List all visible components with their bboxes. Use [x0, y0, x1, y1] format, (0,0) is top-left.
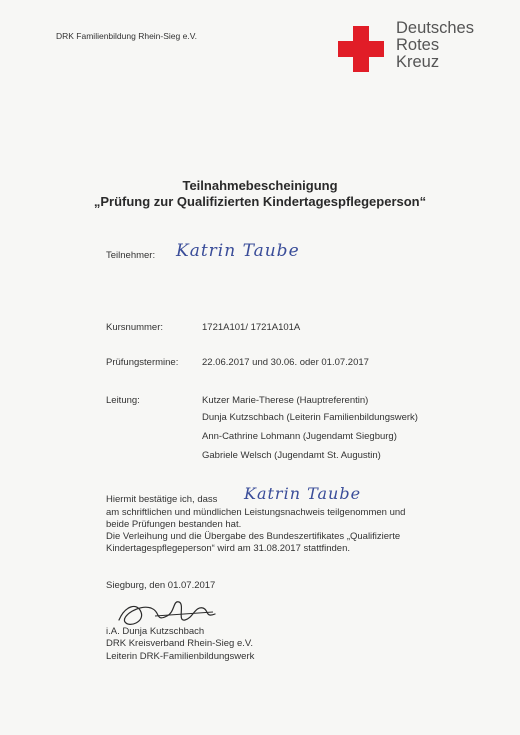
course-number-label: Kursnummer:	[106, 322, 164, 333]
logo-line: Deutsches	[396, 19, 474, 37]
organization-header: DRK Familienbildung Rhein-Sieg e.V.	[56, 31, 197, 41]
red-cross-logo	[338, 20, 498, 76]
document-subtitle: „Prüfung zur Qualifizierten Kindertagespflegeperson“	[93, 194, 427, 209]
red-cross-icon	[338, 26, 384, 72]
logo-line: Rotes	[396, 36, 440, 54]
leader-item: Ann-Cathrine Lohmann (Jugendamt Siegburg)	[202, 431, 397, 442]
signer-role: Leiterin DRK-Familienbildungswerk	[106, 651, 255, 662]
leader-item: Gabriele Welsch (Jugendamt St. Augustin)	[202, 450, 381, 461]
confirmation-line: am schriftlichen und mündlichen Leistungsnachweis teilgenommen und	[106, 507, 406, 518]
confirmation-line: Die Verleihung und die Übergabe des Bundeszertifikates „Qualifizierte	[106, 531, 401, 542]
leader-item: Dunja Kutzschbach (Leiterin Familienbildungswerk)	[202, 412, 418, 423]
signer-organization: DRK Kreisverband Rhein-Sieg e.V.	[106, 638, 253, 649]
document-title: Teilnahmebescheinigung	[182, 178, 338, 193]
leader-item: Kutzer Marie-Therese (Hauptreferentin)	[202, 395, 369, 406]
participant-label: Teilnehmer:	[106, 250, 156, 261]
confirmation-name-handwritten: Katrin Taube	[244, 484, 362, 503]
confirmation-line: Kindertagespflegeperson“ wird am 31.08.2017 stattfinden.	[106, 543, 350, 554]
confirmation-prefix: Hiermit bestätige ich, dass	[106, 494, 218, 505]
exam-dates-label: Prüfungstermine:	[106, 357, 179, 368]
exam-dates-value: 22.06.2017 und 30.06. oder 01.07.2017	[202, 357, 369, 368]
leadership-label: Leitung:	[106, 395, 140, 406]
course-number-value: 1721A101/ 1721A101A	[202, 322, 301, 333]
signer-name: i.A. Dunja Kutzschbach	[106, 626, 205, 637]
logo-wordmark	[396, 20, 474, 71]
place-date: Siegburg, den 01.07.2017	[106, 580, 216, 591]
confirmation-line: beide Prüfungen bestanden hat.	[106, 519, 242, 530]
logo-line: Kreuz	[396, 53, 440, 71]
participant-name-handwritten: Katrin Taube	[176, 241, 300, 261]
